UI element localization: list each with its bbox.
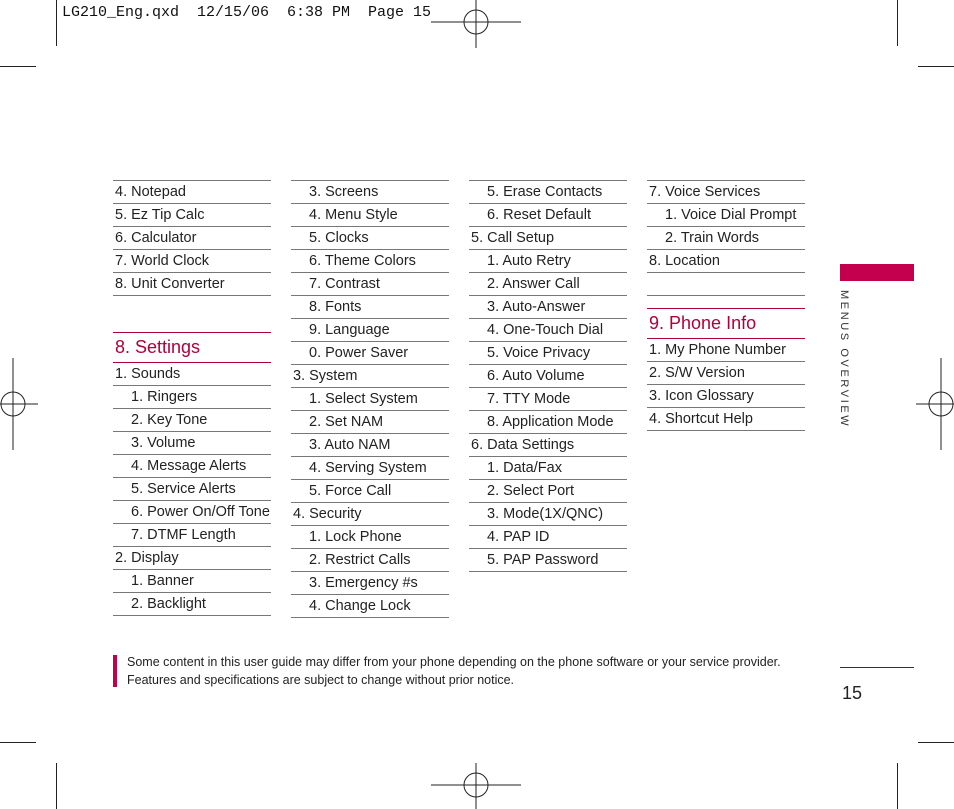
menu-column-1 (113, 180, 271, 616)
menu-item: 9. Language (291, 319, 449, 342)
menu-item: 8. Location (647, 250, 805, 273)
section-tab-marker (840, 264, 914, 281)
crop-mark (897, 0, 898, 46)
menu-item: 4. Serving System (291, 457, 449, 480)
menu-spacer-row (647, 273, 805, 296)
menu-item: 1. Auto Retry (469, 250, 627, 273)
menu-item: 5. Voice Privacy (469, 342, 627, 365)
menu-item: 5. Ez Tip Calc (113, 204, 271, 227)
notice-accent-bar (113, 655, 117, 687)
menu-section-heading: 8. Settings (113, 332, 271, 363)
menu-item: 6. Reset Default (469, 204, 627, 227)
menu-section-heading: 9. Phone Info (647, 308, 805, 339)
menu-column-2 (291, 180, 449, 618)
page-number: 15 (842, 683, 863, 703)
registration-mark-left (0, 358, 38, 450)
menu-item: 3. Volume (113, 432, 271, 455)
menu-item: 6. Power On/Off Tone (113, 501, 271, 524)
menu-item: 1. Voice Dial Prompt (647, 204, 805, 227)
menu-item: 5. Call Setup (469, 227, 627, 250)
menu-item: 6. Calculator (113, 227, 271, 250)
menu-item: 2. Restrict Calls (291, 549, 449, 572)
menu-item: 4. PAP ID (469, 526, 627, 549)
crop-mark (0, 66, 36, 67)
crop-mark (56, 0, 57, 46)
menu-item: 1. Data/Fax (469, 457, 627, 480)
disclaimer-line-2: Features and specifications are subject to change without prior notice. (127, 673, 515, 687)
menu-column-4 (647, 180, 805, 431)
disclaimer-line-1: Some content in this user guide may differ from your phone depending on the phone software or your service provider. (127, 655, 781, 669)
menu-item: 1. Select System (291, 388, 449, 411)
menu-item: 7. Voice Services (647, 181, 805, 204)
menu-item: 5. PAP Password (469, 549, 627, 572)
print-slug: LG210_Eng.qxd 12/15/06 6:38 PM Page 15 (62, 4, 432, 21)
menu-item: 1. My Phone Number (647, 339, 805, 362)
menu-item: 1. Sounds (113, 363, 271, 386)
menu-item: 1. Lock Phone (291, 526, 449, 549)
crop-mark (0, 742, 36, 743)
menu-item: 5. Clocks (291, 227, 449, 250)
menu-item: 6. Theme Colors (291, 250, 449, 273)
menu-item: 3. Auto NAM (291, 434, 449, 457)
registration-mark-right (916, 358, 954, 450)
menu-item: 2. S/W Version (647, 362, 805, 385)
menu-item: 3. Mode(1X/QNC) (469, 503, 627, 526)
menu-column-3 (469, 180, 627, 572)
menu-item: 1. Banner (113, 570, 271, 593)
page-number-rule (840, 667, 914, 668)
crop-mark (918, 66, 954, 67)
menu-item: 5. Force Call (291, 480, 449, 503)
menu-item: 3. Auto-Answer (469, 296, 627, 319)
menu-item: 2. Key Tone (113, 409, 271, 432)
menu-item: 8. Application Mode (469, 411, 627, 434)
menu-item: 4. Change Lock (291, 595, 449, 618)
menu-item: 7. World Clock (113, 250, 271, 273)
menu-item: 4. Shortcut Help (647, 408, 805, 431)
registration-mark-bottom (431, 763, 521, 809)
menu-item: 8. Fonts (291, 296, 449, 319)
menu-item: 6. Auto Volume (469, 365, 627, 388)
crop-mark (56, 763, 57, 809)
menu-item: 3. System (291, 365, 449, 388)
menu-item: 2. Answer Call (469, 273, 627, 296)
menu-item: 6. Data Settings (469, 434, 627, 457)
disclaimer-notice (127, 653, 781, 689)
menu-item: 4. Notepad (113, 181, 271, 204)
registration-mark-top (431, 0, 521, 48)
menu-item: 4. Message Alerts (113, 455, 271, 478)
menu-item: 4. One-Touch Dial (469, 319, 627, 342)
menu-item: 2. Select Port (469, 480, 627, 503)
menu-item: 2. Set NAM (291, 411, 449, 434)
menu-item: 5. Service Alerts (113, 478, 271, 501)
menu-item: 0. Power Saver (291, 342, 449, 365)
crop-mark (918, 742, 954, 743)
menu-item: 2. Train Words (647, 227, 805, 250)
menu-item: 5. Erase Contacts (469, 181, 627, 204)
menu-item: 3. Emergency #s (291, 572, 449, 595)
menu-item: 7. TTY Mode (469, 388, 627, 411)
section-side-label: MENUS OVERVIEW (838, 290, 850, 429)
menu-item: 4. Security (291, 503, 449, 526)
menu-item: 7. Contrast (291, 273, 449, 296)
menu-item: 4. Menu Style (291, 204, 449, 227)
menu-item: 1. Ringers (113, 386, 271, 409)
menu-item: 3. Screens (291, 181, 449, 204)
menu-item: 7. DTMF Length (113, 524, 271, 547)
menu-item: 3. Icon Glossary (647, 385, 805, 408)
menu-item: 2. Display (113, 547, 271, 570)
menu-item: 8. Unit Converter (113, 273, 271, 296)
menu-item: 2. Backlight (113, 593, 271, 616)
crop-mark (897, 763, 898, 809)
